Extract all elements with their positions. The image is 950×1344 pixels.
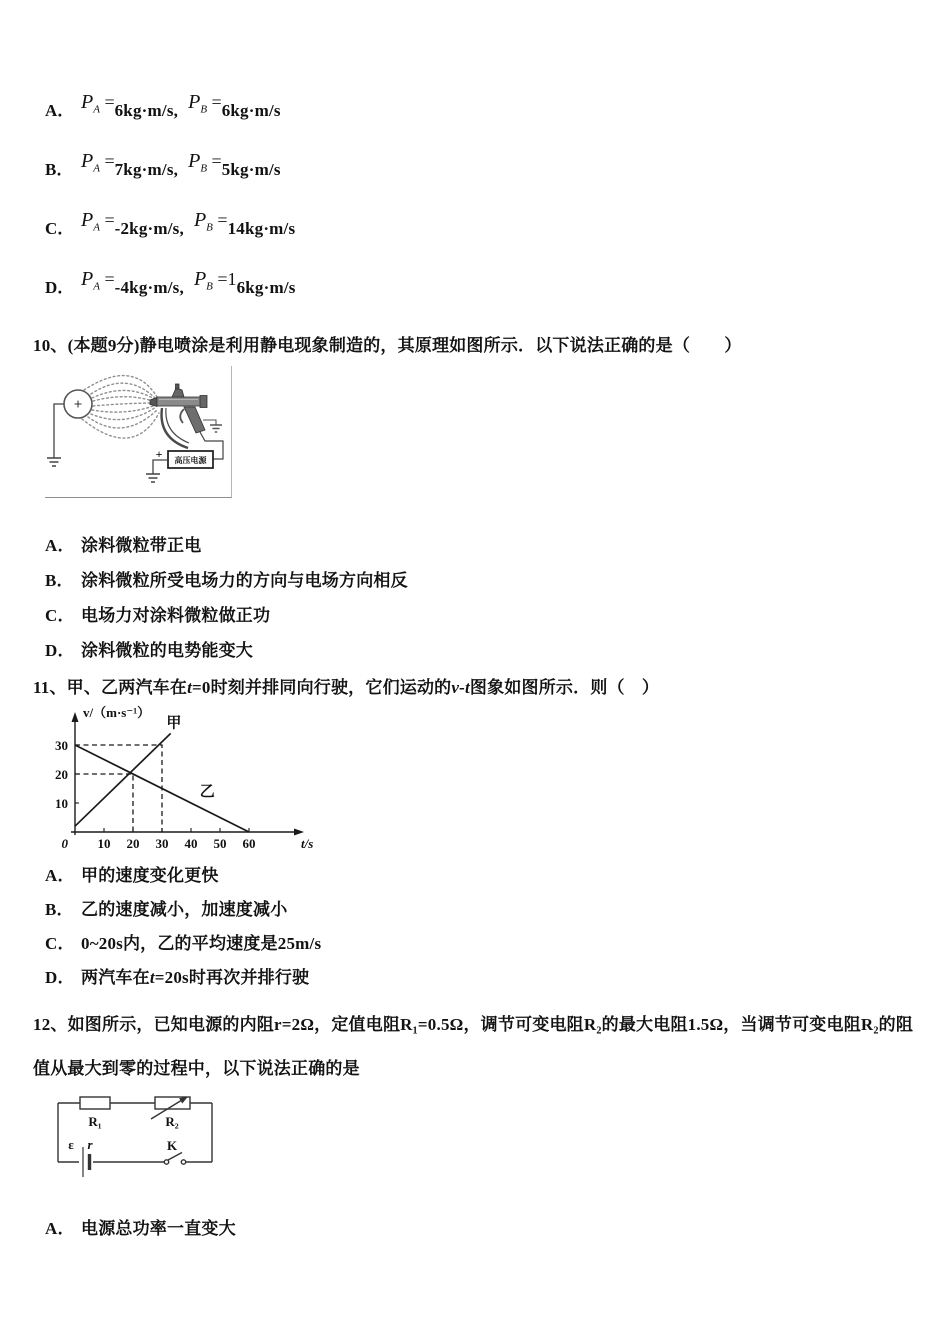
question-11-text — [33, 674, 920, 701]
question-10-text: 10、(本题9分)静电喷涂是利用静电现象制造的，其原理如图所示．以下说法正确的是（ ） — [33, 336, 742, 355]
formula-pa: $P_A$ = — [81, 268, 115, 293]
option-letter: C． — [45, 606, 75, 625]
q11-text-seg: =0时刻并排同向行驶，它们运动的 — [192, 678, 452, 697]
option-text: 乙的速度减小，加速度减小 — [81, 900, 288, 919]
circuit-figure — [55, 1095, 223, 1190]
formula-pb: $P_B$ = — [193, 209, 228, 234]
resistor-r1 — [80, 1097, 110, 1109]
option-text: 涂料微粒的电势能变大 — [81, 641, 253, 660]
q10-options — [33, 528, 920, 668]
option-letter: A． — [45, 536, 75, 555]
switch-lever — [168, 1153, 182, 1161]
power-supply-label: 高压电源 — [174, 456, 207, 465]
spray-gun — [150, 384, 207, 448]
svg-text:50: 50 — [213, 836, 227, 851]
q10-option-d — [33, 633, 920, 668]
q9-option-d — [33, 268, 920, 313]
value-pb: 14kg·m/s — [227, 219, 296, 238]
q11-option-a — [33, 859, 920, 893]
svg-text:20: 20 — [126, 836, 140, 851]
q11-option-c — [33, 927, 920, 961]
option-text: 涂料微粒所受电场力的方向与电场方向相反 — [81, 571, 408, 590]
q12-option-a — [33, 1211, 920, 1246]
option-letter: C． — [45, 934, 75, 953]
value-pa: 6kg·m/s, — [114, 101, 179, 120]
spray-figure — [45, 366, 230, 492]
svg-text:40: 40 — [184, 836, 198, 851]
value-pb: 5kg·m/s — [221, 160, 281, 179]
value-pa: -2kg·m/s, — [114, 219, 184, 238]
option-text: 甲的速度变化更快 — [81, 866, 219, 885]
q11-italic-vt: v-t — [451, 678, 470, 697]
q11-italic-t: t — [187, 678, 192, 697]
q9-option-a — [33, 91, 920, 136]
formula-pb: $P_B =1$ — [193, 268, 237, 293]
svg-text:30: 30 — [55, 738, 68, 753]
formula-pa: $P_A$ = — [81, 91, 115, 116]
q9-option-b — [33, 150, 920, 195]
label-emf: ε — [68, 1137, 74, 1152]
q10-option-c — [33, 598, 920, 633]
power-supply-box — [156, 447, 213, 468]
sphere-ground-wire — [47, 404, 64, 466]
value-pb: 6kg·m/s — [221, 101, 281, 120]
value-pb: 6kg·m/s — [236, 278, 296, 297]
option-text: 电场力对涂料微粒做正功 — [81, 606, 271, 625]
option-letter: A． — [45, 1219, 75, 1238]
value-pa: 7kg·m/s, — [114, 160, 179, 179]
box-plus-sign: + — [155, 447, 163, 461]
option-text: 涂料微粒带正电 — [81, 536, 202, 555]
svg-text:0: 0 — [61, 836, 68, 851]
q9-options-block — [33, 91, 920, 313]
field-lines — [82, 376, 159, 439]
option-letter: D． — [45, 968, 75, 987]
q11-text-seg: 图象如图所示．则（ ） — [469, 678, 660, 697]
q11-options — [33, 859, 920, 995]
gun-ground-wire — [203, 420, 222, 432]
formula-pb: $P_B$ = — [188, 150, 222, 175]
q11-option-b — [33, 893, 920, 927]
q10-option-a — [33, 528, 920, 563]
circuit-figure-frame — [55, 1095, 920, 1195]
svg-text:60: 60 — [242, 836, 256, 851]
svg-text:甲: 甲 — [166, 715, 182, 732]
option-letter: A． — [45, 866, 75, 885]
q11-text-seg: 11、甲、乙两汽车在 — [33, 678, 188, 697]
svg-text:10: 10 — [55, 796, 68, 811]
option-letter: A． — [45, 101, 75, 120]
label-r1: R₁ — [88, 1114, 102, 1129]
svg-text:10: 10 — [97, 836, 111, 851]
question-12-text: 12、如图所示，已知电源的内阻r=2Ω，定值电阻R₁=0.5Ω，调节可变电阻R₂的最大电阻1.5Ω，当调节可变电阻R₂的阻值从最大到零的过程中，以下说法正确的是 — [33, 1015, 914, 1078]
q11-option-d — [33, 961, 920, 995]
svg-text:t/s: t/s — [301, 836, 314, 851]
option-text: 两汽车在t=20s时再次并排行驶 — [81, 968, 310, 987]
label-internal-r: r — [87, 1137, 93, 1152]
spray-figure-frame — [45, 366, 232, 498]
option-letter: B． — [45, 900, 74, 919]
formula-pa: $P_A$ = — [81, 150, 115, 175]
label-r2: R₂ — [165, 1114, 179, 1129]
svg-text:v/（m·s⁻¹）: v/（m·s⁻¹） — [83, 705, 151, 720]
charged-sphere — [64, 390, 92, 418]
q9-option-c — [33, 209, 920, 254]
option-letter: C． — [45, 219, 75, 238]
label-switch-k: K — [166, 1138, 178, 1153]
box-ground-wire — [146, 460, 168, 482]
formula-pb: $P_B$ = — [188, 91, 222, 116]
formula-pa: $P_A$ = — [81, 209, 115, 234]
option-letter: B． — [45, 571, 74, 590]
svg-text:乙: 乙 — [199, 783, 215, 800]
svg-text:20: 20 — [55, 767, 68, 782]
option-letter: D． — [45, 278, 75, 297]
switch-contact-left — [164, 1160, 168, 1164]
q10-option-b — [33, 563, 920, 598]
value-pa: -4kg·m/s, — [114, 278, 184, 297]
vt-chart — [39, 704, 339, 854]
circuit-wires — [58, 1103, 212, 1162]
svg-text:30: 30 — [155, 836, 169, 851]
vt-chart-frame — [39, 704, 920, 859]
option-letter: D． — [45, 641, 75, 660]
option-text: 电源总功率一直变大 — [81, 1219, 236, 1238]
sphere-plus-sign: + — [73, 397, 83, 413]
option-letter: B． — [45, 160, 74, 179]
switch-contact-right — [181, 1160, 185, 1164]
option-text: 0~20s内，乙的平均速度是25m/s — [81, 934, 322, 953]
